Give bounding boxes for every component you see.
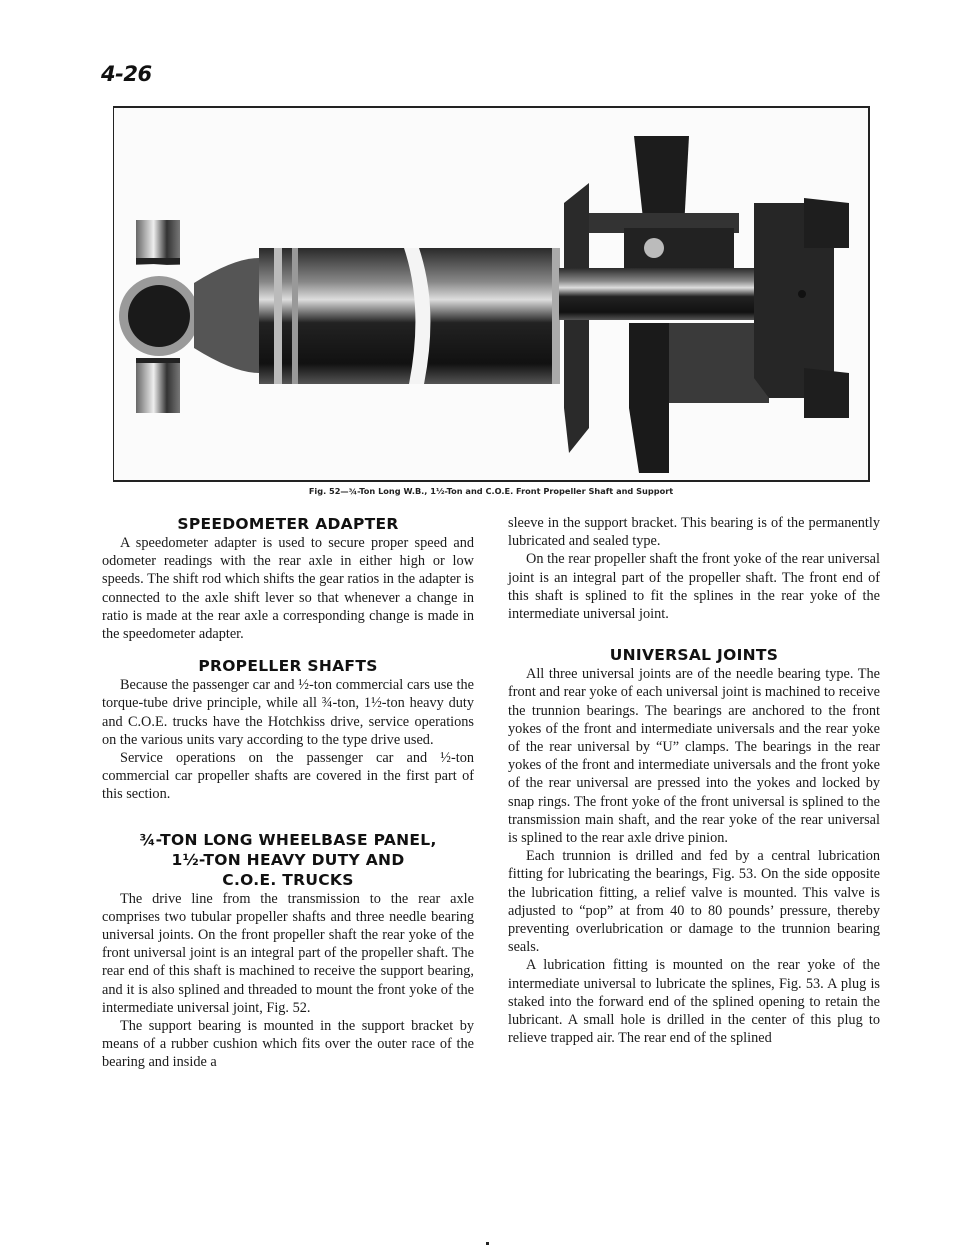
- paragraph: Because the passenger car and ½-ton commercial cars use the torque-tube drive principle, while all ¾-ton, 1½-ton heavy duty and C.O.E. trucks have the Hotchkiss drive, service operations on the various units vary according to the type drive used.: [102, 677, 474, 748]
- paragraph: All three universal joints are of the needle bearing type. The front and rear yoke of each universal joint is machined to receive the trunnion bearings. The bearings are anchored to the front yokes of the front and intermediate universals and the rear yoke of the rear universal by “U” clamps. The bearings in the rear yokes of the front and intermediate universals and the front yoke of the rear universal are pressed into the yokes and locked by snap rings. The front yoke of the front universal is splined to the transmission main shaft, and the rear yoke of the rear universal is splined to the rear axle drive pinion.: [508, 666, 880, 847]
- support-bracket: [559, 136, 849, 473]
- figure-52-photo: [113, 106, 870, 482]
- paragraph: The drive line from the transmission to the rear axle comprises two tubular propeller shafts and three needle bearing universal joints. On the front propeller shaft the rear yoke of the front universal joint is an integral part of the propeller shaft. The rear end of this shaft is machined to receive the support bearing, and it is also splined and threaded to mount the front yoke of the intermediate universal joint, Fig. 52.: [102, 890, 474, 1016]
- left-column: [102, 514, 474, 1072]
- section-heading-universal-joints: UNIVERSAL JOINTS: [609, 646, 779, 665]
- paragraph: Each trunnion is drilled and fed by a central lubrication fitting for lubricating the bearings, Fig. 53. On the side opposite the lubrication fitting, a relief valve is mounted. This valve is adjusted to “pop” at from 40 to 80 pounds’ pressure, thereby preventing overlubrication or damage to the trunnion bearing seals.: [508, 848, 880, 956]
- paragraph-continuation: sleeve in the support bracket. This bearing is of the permanently lubricated and sealed type.: [508, 515, 880, 550]
- paragraph: A speedometer adapter is used to secure proper speed and odometer readings with the rear axle in either high or low speeds. The shift rod which shifts the gear ratios in the adapter is connected to the axle shift lever so that whenever a change in ratio is made at the rear axle a corresponding change is made in the speedometer adapter.: [102, 535, 474, 643]
- propeller-shaft-illustration: [114, 108, 868, 480]
- paragraph: A lubrication fitting is mounted on the rear yoke of the intermediate universal to lubricate the splines, Fig. 53. A plug is staked into the forward end of the splined opening to retain the lubricant. A small hole is drilled in the center of this plug to relieve trapped air. The rear end of the splined: [508, 957, 880, 1047]
- heading-line: C.O.E. TRUCKS: [222, 870, 354, 889]
- page-number: 4-26: [101, 62, 152, 86]
- paragraph: Service operations on the passenger car and ½-ton commercial car propeller shafts are covered in the first part of this section.: [102, 750, 474, 803]
- propeller-tube: [259, 248, 560, 384]
- right-column: [508, 514, 880, 1047]
- paragraph: The support bearing is mounted in the support bracket by means of a rubber cushion which fits over the outer race of the bearing and inside a: [102, 1018, 474, 1071]
- footer-mark: [486, 1242, 489, 1245]
- figure-caption: Fig. 52—¾-Ton Long W.B., 1½-Ton and C.O.E. Front Propeller Shaft and Support: [308, 486, 674, 496]
- section-heading-speedometer-adapter: SPEEDOMETER ADAPTER: [177, 515, 399, 533]
- universal-joint: [119, 220, 259, 413]
- section-heading-truck-models: [102, 830, 474, 890]
- heading-line: ¾-TON LONG WHEELBASE PANEL,: [139, 830, 437, 849]
- section-heading-propeller-shafts: PROPELLER SHAFTS: [198, 657, 378, 676]
- heading-line: 1½-TON HEAVY DUTY AND: [171, 850, 405, 869]
- paragraph: On the rear propeller shaft the front yoke of the rear universal joint is an integral part of the propeller shaft. The front end of this shaft is splined to fit the splines in the rear yoke of the intermediate universal joint.: [508, 551, 880, 623]
